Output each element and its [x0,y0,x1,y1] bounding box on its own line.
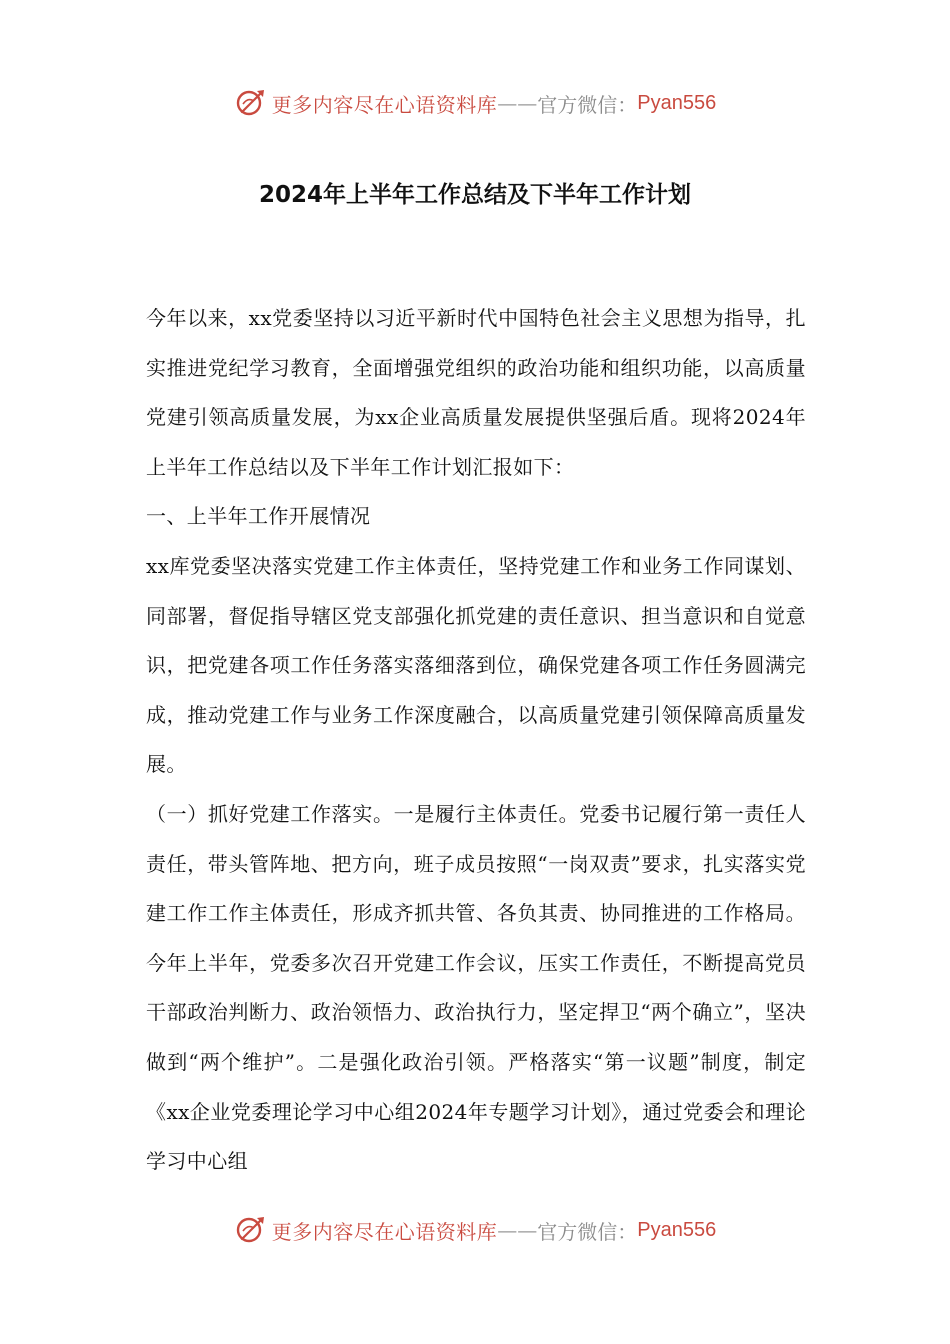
banner-dash: —— [497,91,538,115]
document-title: 2024年上半年工作总结及下半年工作计划 [258,182,691,208]
paragraph-section-1: xx库党委坚决落实党建工作主体责任，坚持党建工作和业务工作同谋划、同部署，督促指导辖区党支部强化抓党建的责任意识、担当意识和自觉意识，把党建各项工作任务落实落细落到位，确保党建各项工作任务圆满完成，推动党建工作与业务工作深度融合，以高质量党建引领保障高质量发展。 [146,553,806,777]
banner-wechat-id: Pyan556 [637,91,717,114]
banner-wechat-label: 官方微信： [537,1219,638,1244]
header-watermark-banner [0,83,950,123]
pen-logo-icon [234,86,268,120]
paragraph-intro: 今年以来，xx党委坚持以习近平新时代中国特色社会主义思想为指导，扎实推进党纪学习教育，全面增强党组织的政治功能和组织功能，以高质量党建引领高质量发展，为xx企业高质量发展提供坚强后盾。现将2024年上半年工作总结以及下半年工作计划汇报如下： [146,306,806,479]
banner-dash: —— [497,1218,538,1242]
banner-wechat-id: Pyan556 [637,1218,717,1241]
document-body [146,294,806,1187]
section-heading-1: 一、上半年工作开展情况 [146,504,371,529]
banner-wechat-label: 官方微信： [537,92,638,117]
banner-main-text: 更多内容尽在心语资料库 [271,92,498,117]
footer-watermark-banner [0,1210,950,1250]
banner-main-text: 更多内容尽在心语资料库 [271,1219,498,1244]
pen-logo-icon [234,1213,268,1247]
paragraph-subsection-1: （一）抓好党建工作落实。一是履行主体责任。党委书记履行第一责任人责任，带头管阵地、把方向，班子成员按照“一岗双责”要求，扎实落实党建工作工作主体责任，形成齐抓共管、各负其责、协同推进的工作格局。今年上半年，党委多次召开党建工作会议，压实工作责任，不断提高党员干部政治判断力、政治领悟力、政治执行力，坚定捍卫“两个确立”，坚决做到“两个维护”。二是强化政治引领。严格落实“第一议题”制度，制定《xx企业党委理论学习中心组2024年专题学习计划》，通过党委会和理论学习中心组 [146,801,806,1174]
